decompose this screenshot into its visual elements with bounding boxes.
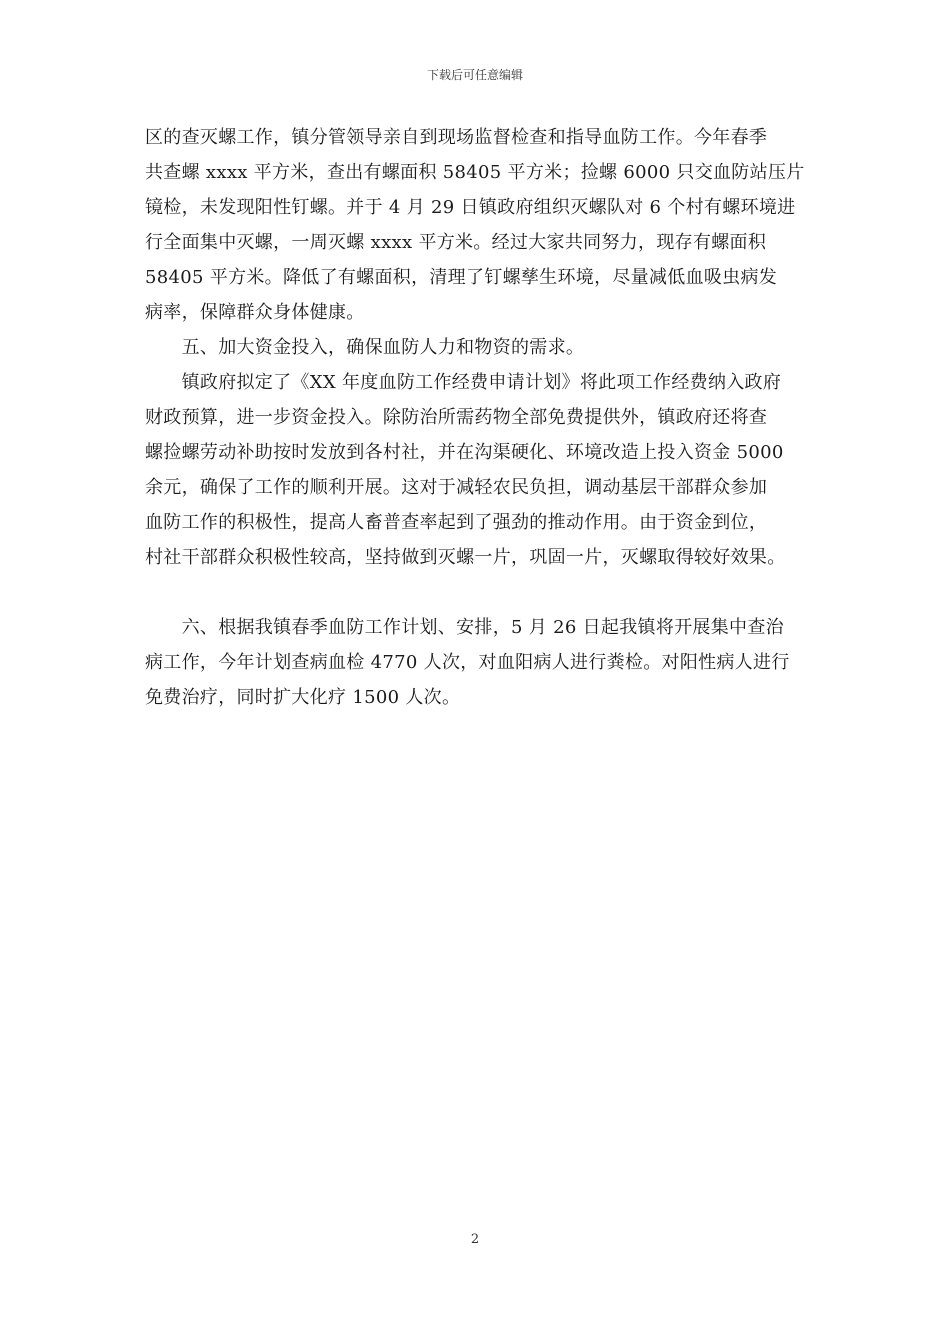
text-line: 免费治疗，同时扩大化疗 1500 人次。 (145, 687, 461, 708)
paragraph-snail-control (145, 120, 820, 330)
paragraph-funding (145, 365, 820, 575)
document-body (145, 120, 820, 715)
paragraph-spacer (145, 575, 820, 610)
text-line: 行全面集中灭螺，一周灭螺 xxxx 平方米。经过大家共同努力，现存有螺面积 (145, 232, 767, 253)
text-line: 镇政府拟定了《XX 年度血防工作经费申请计划》将此项工作经费纳入政府 (145, 372, 782, 393)
section-heading-five (145, 330, 820, 365)
text-line: 病率，保障群众身体健康。 (145, 302, 365, 323)
text-line: 螺捡螺劳动补助按时发放到各村社，并在沟渠硬化、环境改造上投入资金 5000 (145, 442, 784, 463)
text-line: 镜检，未发现阳性钉螺。并于 4 月 29 日镇政府组织灭螺队对 6 个村有螺环境进 (145, 197, 796, 218)
text-line: 病工作，今年计划查病血检 4770 人次，对血阳病人进行粪检。对阳性病人进行 (145, 652, 790, 673)
text-line: 财政预算，进一步资金投入。除防治所需药物全部免费提供外，镇政府还将查 (145, 407, 768, 428)
page-number: 2 (470, 1232, 480, 1247)
text-line: 血防工作的积极性，提高人畜普查率起到了强劲的推动作用。由于资金到位， (145, 512, 768, 533)
text-line: 村社干部群众积极性较高，坚持做到灭螺一片，巩固一片，灭螺取得较好效果。 (145, 547, 786, 568)
text-line: 六、根据我镇春季血防工作计划、安排，5 月 26 日起我镇将开展集中查治 (145, 617, 784, 638)
text-line: 五、加大资金投入，确保血防人力和物资的需求。 (145, 337, 585, 358)
page-header: 下载后可任意编辑 (426, 68, 523, 82)
text-line: 余元，确保了工作的顺利开展。这对于减轻农民负担，调动基层干部群众参加 (145, 477, 768, 498)
text-line: 共查螺 xxxx 平方米，查出有螺面积 58405 平方米；捡螺 6000 只交血防站压片 (145, 162, 805, 183)
paragraph-section-six (145, 610, 820, 715)
text-line: 区的查灭螺工作，镇分管领导亲自到现场监督检查和指导血防工作。今年春季 (145, 127, 768, 148)
text-line: 58405 平方米。降低了有螺面积，清理了钉螺孳生环境，尽量减低血吸虫病发 (145, 267, 778, 288)
